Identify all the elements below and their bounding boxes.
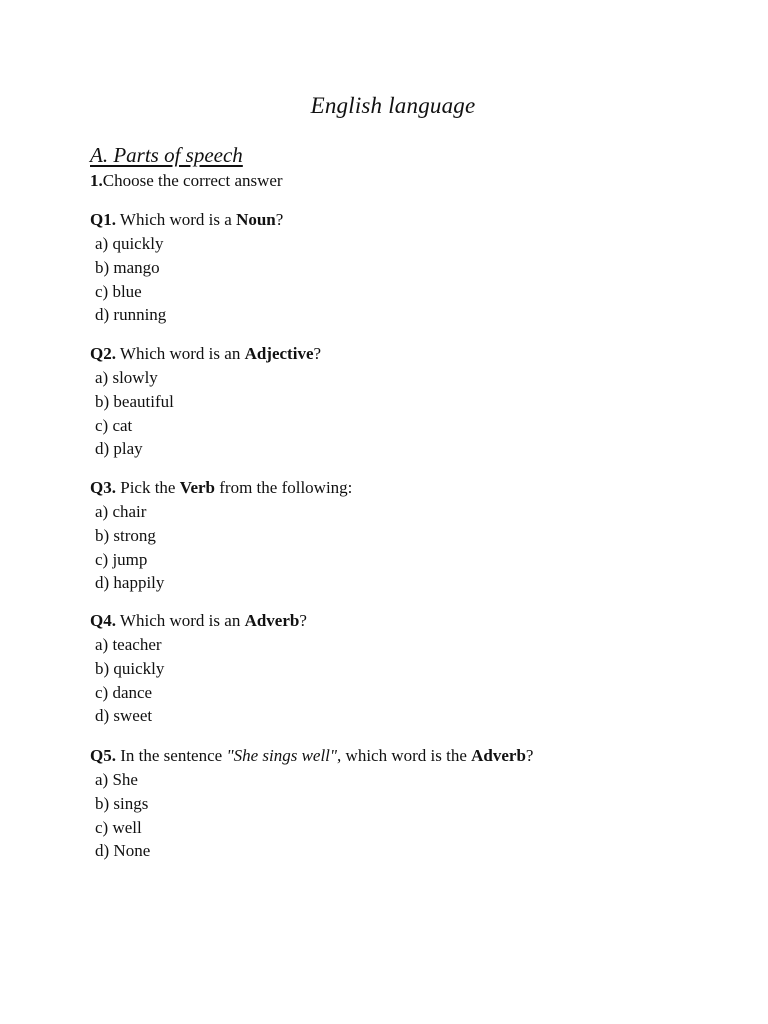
question-3 [90, 476, 730, 595]
option-c: c) jump [95, 549, 148, 569]
question-4 [90, 609, 730, 728]
option-c: c) cat [95, 415, 133, 435]
option-b: b) mango [95, 257, 160, 277]
section-heading: A. Parts of speech [90, 143, 243, 167]
question-end: ? [299, 611, 307, 630]
option-a: a) chair [95, 502, 147, 521]
option-b: b) quickly [95, 658, 165, 678]
question-label: Q1. [90, 210, 116, 229]
question-keyword: Adjective [244, 344, 314, 363]
option-a: a) teacher [95, 635, 162, 654]
option-d: d) happily [95, 573, 165, 593]
option-a: a) quickly [95, 234, 164, 253]
option-d: d) sweet [95, 706, 153, 726]
question-text [90, 609, 730, 633]
question-1 [90, 208, 730, 327]
question-quote: "She sings well" [226, 746, 338, 765]
option-a: a) She [95, 770, 138, 789]
question-prompt: Which word is an [115, 344, 245, 363]
question-prompt: Which word is an [115, 611, 245, 630]
question-prompt: Which word is a [115, 210, 237, 229]
instruction-text: Choose the correct answer [102, 171, 283, 190]
question-prompt-continued: , which word is the [337, 746, 472, 765]
option-b: b) beautiful [95, 391, 174, 411]
question-text [90, 476, 730, 500]
option-c: c) blue [95, 281, 142, 301]
instruction [90, 171, 283, 191]
question-keyword: Adverb [471, 746, 526, 765]
question-5 [90, 744, 730, 863]
question-2 [90, 342, 730, 461]
question-text [90, 744, 730, 768]
question-end: ? [313, 344, 322, 363]
question-end: from the following: [215, 478, 353, 497]
question-text [90, 342, 730, 366]
question-prompt: In the sentence [115, 746, 227, 765]
document-title: English language [310, 93, 476, 118]
question-label: Q2. [90, 344, 116, 363]
option-d: d) play [95, 439, 143, 459]
question-keyword: Adverb [244, 611, 300, 630]
option-b: b) sings [95, 793, 149, 813]
question-end: ? [525, 746, 534, 765]
question-keyword: Noun [236, 210, 276, 229]
option-d: d) None [95, 841, 151, 861]
option-a: a) slowly [95, 368, 158, 387]
question-label: Q3. [90, 478, 116, 497]
question-label: Q4. [90, 611, 116, 630]
question-end: ? [275, 210, 284, 229]
option-d: d) running [95, 305, 167, 325]
option-b: b) strong [95, 525, 156, 545]
option-c: c) dance [95, 682, 153, 702]
question-label: Q5. [90, 746, 116, 765]
question-text [90, 208, 730, 232]
question-keyword: Verb [179, 478, 215, 497]
option-c: c) well [95, 817, 142, 837]
question-prompt: Pick the [115, 478, 180, 497]
instruction-number: 1. [90, 171, 103, 190]
